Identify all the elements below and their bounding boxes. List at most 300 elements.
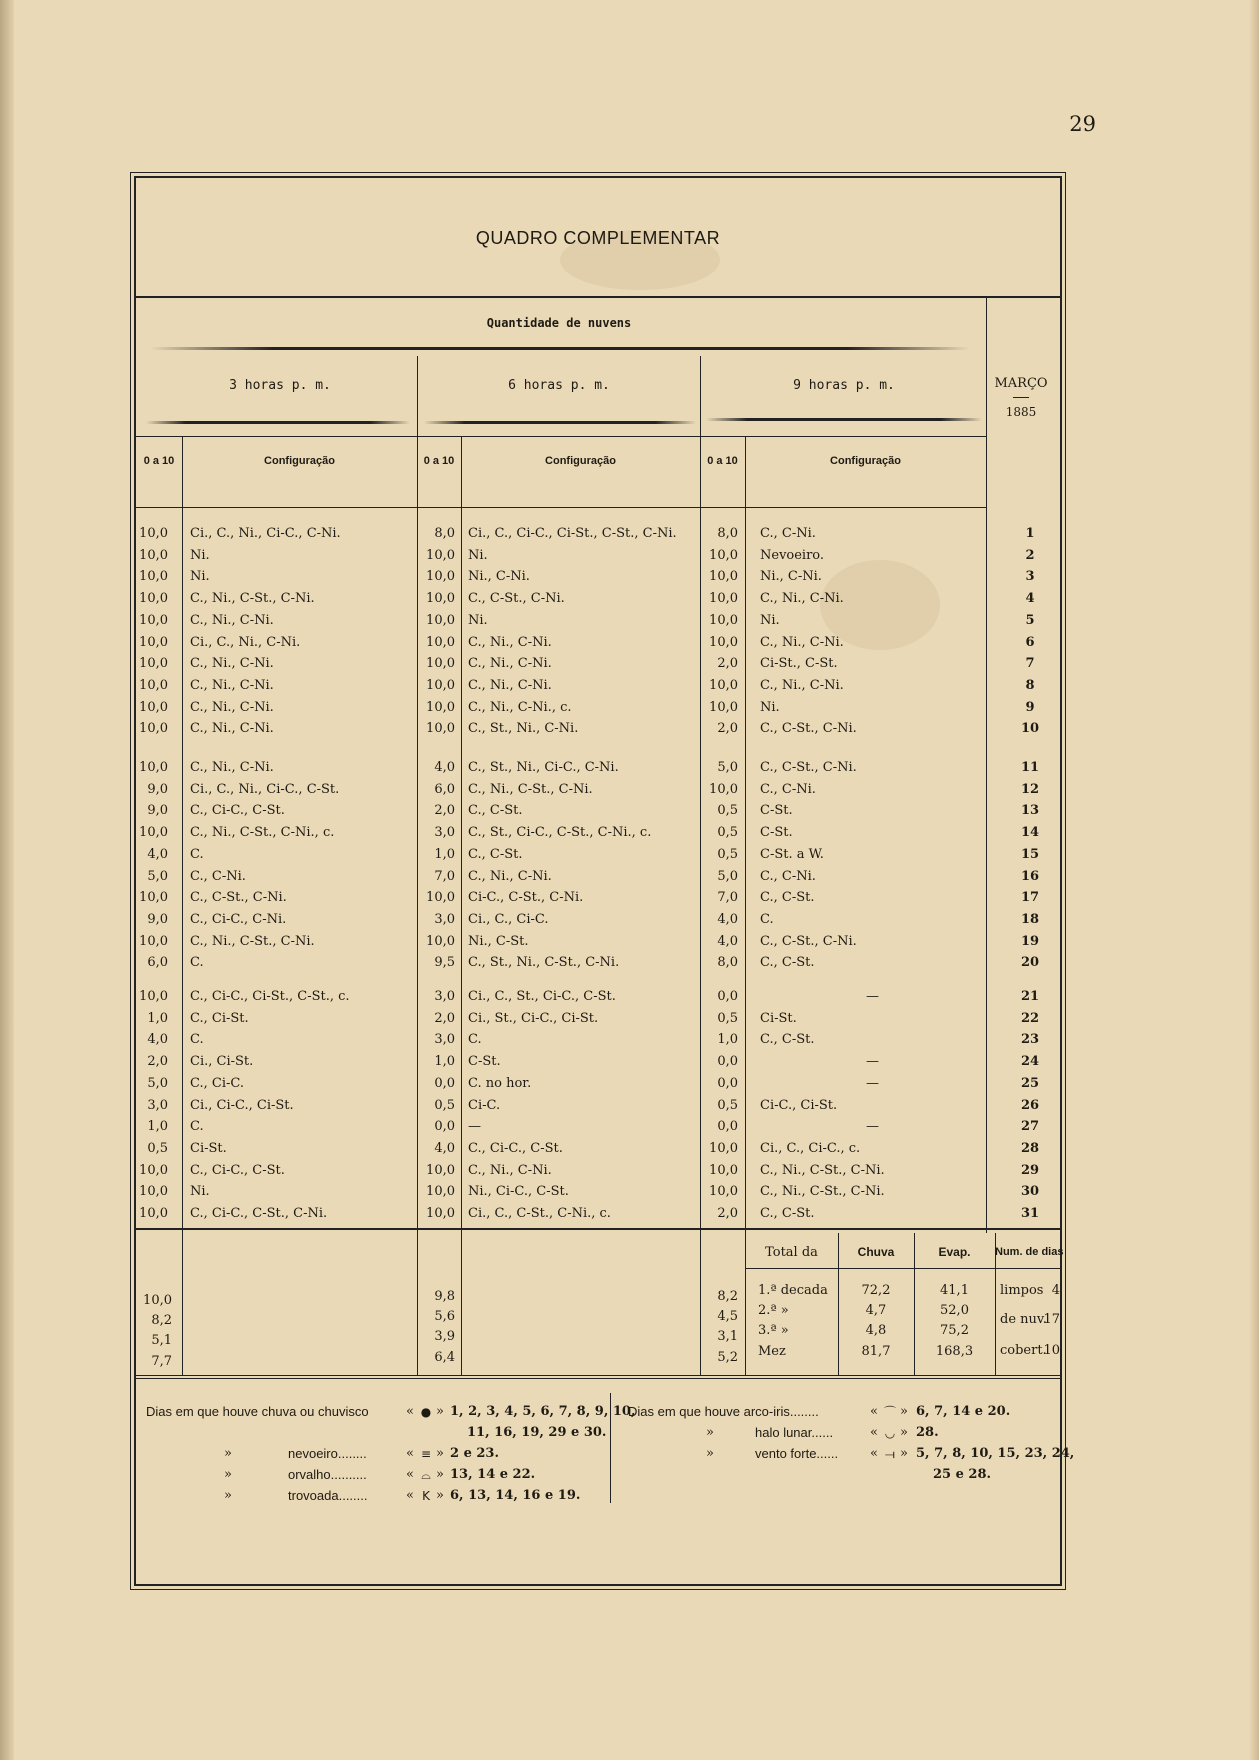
cloud-amount-3pm: 10,0 [139, 890, 168, 906]
mean-cloud-amount: 4,5 [717, 1309, 738, 1324]
cloud-config-6pm: C., Ni., C-Ni. [468, 677, 552, 693]
cloud-config-3pm: C., Ni., C-Ni. [190, 760, 274, 775]
cloud-config-3pm: C., Ni., C-St., C-Ni., c. [190, 825, 335, 841]
note-days-continued: 11, 16, 19, 29 e 30. [467, 1425, 607, 1440]
day-count-label: cobert. [1000, 1343, 1047, 1358]
cloud-config-3pm: Ni. [190, 1184, 210, 1200]
total-rain-value: 4,7 [865, 1303, 887, 1318]
day-number: 22 [1020, 1010, 1040, 1026]
hour-3pm-header: 3 horas p. m. [229, 378, 331, 393]
cloud-amount-6pm: 4,0 [434, 1140, 455, 1156]
cloud-amount-9pm: 0,0 [717, 1075, 738, 1091]
cloud-config-3pm: C., Ni., C-Ni. [190, 656, 274, 672]
note-quote-close: » [436, 1488, 444, 1503]
weather-symbol-icon: K [422, 1489, 430, 1503]
note-days: 1, 2, 3, 4, 5, 6, 7, 8, 9, 10, [450, 1404, 636, 1419]
day-count-value: 4 [1051, 1283, 1060, 1298]
cloud-config-3pm: C., Ni., C-St., C-Ni. [190, 591, 315, 607]
cloud-config-9pm: C., C-St. [760, 1206, 815, 1221]
cloud-config-6pm: C. no hor. [468, 1075, 532, 1091]
cloud-config-6pm: C., C-St. [468, 803, 523, 819]
day-number: 2 [1025, 547, 1035, 563]
cloud-amount-6pm: 8,0 [434, 526, 455, 541]
cloud-config-9pm: C. [760, 911, 774, 927]
day-number: 31 [1020, 1206, 1040, 1221]
cloud-config-9pm: C-St. a W. [760, 846, 824, 862]
note-quote-open: « [870, 1425, 878, 1440]
cloud-config-9pm: Ni. [760, 699, 780, 715]
cloud-amount-9pm: 0,0 [717, 1119, 738, 1135]
scale-header-3pm: 0 a 10 [143, 455, 175, 467]
note-quote-close: » [436, 1404, 444, 1419]
cloud-config-6pm: C., Ci-C., C-St. [468, 1140, 563, 1156]
day-number: 10 [1020, 721, 1040, 737]
totals-divider [182, 1233, 183, 1375]
cloud-amount-6pm: 10,0 [426, 721, 455, 737]
cloud-config-6pm: Ci., C., Ci-C. [468, 911, 549, 927]
cloud-amount-3pm: 10,0 [139, 634, 168, 650]
cloud-config-6pm: C-St. [468, 1054, 501, 1070]
cloud-amount-6pm: 2,0 [434, 803, 455, 819]
day-number: 1 [1025, 526, 1035, 541]
cloud-config-9pm: — [866, 989, 879, 1004]
day-number: 23 [1020, 1032, 1040, 1048]
cloud-config-9pm: C., C-Ni. [760, 781, 816, 797]
month-label: MARÇO [994, 376, 1048, 391]
note-days: 13, 14 e 22. [450, 1467, 536, 1482]
cloud-amount-6pm: 10,0 [426, 699, 455, 715]
total-period-label: 1.ª decada [758, 1283, 828, 1298]
total-period-label: 3.ª » [758, 1323, 789, 1338]
note-quote-open: « [406, 1404, 414, 1419]
note-label: orvalho.......... [288, 1467, 367, 1482]
cloud-amount-3pm: 6,0 [147, 955, 168, 971]
page-right-edge [1249, 0, 1259, 1760]
cloud-amount-9pm: 0,5 [717, 1010, 738, 1026]
config-header-3pm: Configuração [264, 455, 335, 467]
cloud-amount-6pm: 10,0 [426, 591, 455, 607]
cloud-config-6pm: Ci., C., St., Ci-C., C-St. [468, 989, 616, 1004]
day-number: 24 [1020, 1054, 1040, 1070]
cloud-config-9pm: C., C-St., C-Ni. [760, 933, 857, 949]
cloud-config-6pm: C., St., Ni., C-St., C-Ni. [468, 955, 620, 971]
cloud-config-3pm: Ci-St. [190, 1140, 227, 1156]
cloud-config-6pm: — [468, 1119, 481, 1135]
ditto-mark: » [224, 1488, 232, 1503]
mean-cloud-amount: 10,0 [143, 1293, 172, 1308]
day-count-value: 17 [1043, 1312, 1060, 1327]
cloud-config-6pm: C., Ni., C-Ni. [468, 1162, 552, 1178]
cloud-amount-9pm: 10,0 [709, 781, 738, 797]
ditto-mark: » [224, 1467, 232, 1482]
cloud-amount-3pm: 9,0 [147, 781, 168, 797]
day-number: 3 [1025, 569, 1035, 585]
cloud-config-9pm: — [866, 1119, 879, 1135]
note-days: 6, 13, 14, 16 e 19. [450, 1488, 581, 1503]
cloud-config-6pm: Ci., C., Ci-C., Ci-St., C-St., C-Ni. [468, 526, 677, 541]
day-number: 14 [1020, 825, 1040, 841]
note-quote-open: « [406, 1446, 414, 1461]
totals-divider [461, 1233, 462, 1375]
cloud-amount-9pm: 0,5 [717, 846, 738, 862]
cloud-amount-3pm: 10,0 [139, 526, 168, 541]
totals-header-total: Total da [765, 1245, 818, 1260]
cloud-amount-3pm: 5,0 [147, 868, 168, 884]
note-days: 6, 7, 14 e 20. [916, 1404, 1011, 1419]
mean-cloud-amount: 6,4 [434, 1350, 455, 1365]
cloud-amount-3pm: 10,0 [139, 1184, 168, 1200]
subheader-top-rule [136, 436, 986, 437]
cloud-config-3pm: Ci., Ci-St. [190, 1054, 254, 1070]
cloud-config-6pm: C., Ni., C-Ni. [468, 634, 552, 650]
note-days: 2 e 23. [450, 1446, 499, 1461]
cloud-config-6pm: Ci-C. [468, 1097, 501, 1113]
cloud-config-9pm: C., Ni., C-St., C-Ni. [760, 1184, 885, 1200]
cloud-config-3pm: C. [190, 955, 204, 971]
total-rain-value: 72,2 [861, 1283, 891, 1298]
title-divider [134, 296, 1062, 298]
cloud-amount-3pm: 4,0 [147, 1032, 168, 1048]
cloud-amount-6pm: 10,0 [426, 634, 455, 650]
cloud-amount-9pm: 1,0 [717, 1032, 738, 1048]
note-quote-close: » [436, 1467, 444, 1482]
cloud-config-9pm: Ci., C., Ci-C., c. [760, 1140, 861, 1156]
weather-symbol-icon: ≡ [420, 1447, 432, 1461]
cloud-amount-3pm: 10,0 [139, 989, 168, 1004]
day-count-label: limpos [1000, 1283, 1044, 1298]
cloud-config-6pm: C., C-St. [468, 846, 523, 862]
day-number: 13 [1020, 803, 1040, 819]
cloud-config-9pm: Ci-St. [760, 1010, 797, 1026]
mean-cloud-amount: 3,1 [717, 1329, 738, 1344]
cloud-amount-9pm: 7,0 [717, 890, 738, 906]
mean-cloud-amount: 5,6 [434, 1309, 455, 1324]
mean-cloud-amount: 5,2 [717, 1350, 738, 1365]
cloud-config-9pm: C., C-St., C-Ni. [760, 721, 857, 737]
cloud-config-3pm: C., Ni., C-Ni. [190, 677, 274, 693]
page-number: 29 [1069, 112, 1096, 136]
total-rain-value: 4,8 [865, 1323, 887, 1338]
day-number: 21 [1020, 989, 1040, 1004]
weather-symbol-icon: ⌓ [421, 1468, 431, 1482]
total-evap-value: 168,3 [935, 1344, 974, 1359]
cloud-config-6pm: C., C-St., C-Ni. [468, 591, 565, 607]
cloud-amount-3pm: 2,0 [147, 1054, 168, 1070]
note-label: trovoada........ [288, 1488, 368, 1503]
mean-cloud-amount: 5,1 [151, 1333, 172, 1348]
mean-cloud-amount: 8,2 [151, 1313, 172, 1328]
cloud-config-3pm: C., Ni., C-Ni. [190, 612, 274, 628]
year-label: 1885 [1005, 405, 1037, 419]
cloud-amount-6pm: 4,0 [434, 760, 455, 775]
mean-cloud-amount: 7,7 [151, 1354, 172, 1369]
cloud-amount-6pm: 7,0 [434, 868, 455, 884]
cloud-amount-3pm: 3,0 [147, 1097, 168, 1113]
cloud-amount-6pm: 10,0 [426, 569, 455, 585]
cloud-amount-6pm: 0,0 [434, 1075, 455, 1091]
total-rain-value: 81,7 [861, 1344, 891, 1359]
day-number: 7 [1025, 656, 1035, 672]
day-number: 9 [1025, 699, 1035, 715]
cloud-config-3pm: C., Ci-C., Ci-St., C-St., c. [190, 989, 350, 1004]
cloud-amount-6pm: 10,0 [426, 1162, 455, 1178]
cloud-config-3pm: C., C-Ni. [190, 868, 246, 884]
cloud-config-6pm: C. [468, 1032, 482, 1048]
cloud-amount-9pm: 0,5 [717, 825, 738, 841]
totals-header-evap: Evap. [938, 1245, 971, 1259]
cloud-config-6pm: Ci., C., C-St., C-Ni., c. [468, 1206, 611, 1221]
cloud-amount-6pm: 6,0 [434, 781, 455, 797]
scale-column-divider [745, 436, 746, 1233]
total-period-label: 2.ª » [758, 1303, 789, 1318]
note-quote-close: » [900, 1446, 908, 1461]
cloud-config-9pm: C-St. [760, 803, 793, 819]
mean-cloud-amount: 3,9 [434, 1329, 455, 1344]
cloud-amount-9pm: 10,0 [709, 699, 738, 715]
cloud-amount-9pm: 5,0 [717, 868, 738, 884]
cloud-amount-6pm: 0,0 [434, 1119, 455, 1135]
cloud-config-9pm: C., C-Ni. [760, 868, 816, 884]
cloud-config-3pm: C., Ci-C., C-Ni. [190, 911, 287, 927]
hour-9pm-rule [706, 418, 982, 421]
cloud-amount-6pm: 1,0 [434, 1054, 455, 1070]
cloud-config-3pm: Ci., Ci-C., Ci-St. [190, 1097, 294, 1113]
day-count-value: 10 [1043, 1343, 1060, 1358]
cloud-amount-9pm: 0,5 [717, 1097, 738, 1113]
day-number: 20 [1020, 955, 1040, 971]
mean-cloud-amount: 8,2 [717, 1289, 738, 1304]
totals-bottom-rule-double [136, 1378, 1062, 1379]
note-label: Dias em que houve arco-iris........ [628, 1404, 819, 1419]
cloud-amount-3pm: 10,0 [139, 612, 168, 628]
cloud-amount-3pm: 10,0 [139, 933, 168, 949]
weather-symbol-icon: ⟞ [885, 1447, 895, 1461]
cloud-config-9pm: C., Ni., C-St., C-Ni. [760, 1162, 885, 1178]
total-period-label: Mez [758, 1344, 786, 1359]
cloud-amount-6pm: 10,0 [426, 1184, 455, 1200]
mean-cloud-amount: 9,8 [434, 1289, 455, 1304]
cloud-amount-9pm: 8,0 [717, 955, 738, 971]
month-dash [1013, 397, 1029, 398]
cloud-amount-9pm: 4,0 [717, 911, 738, 927]
cloud-amount-3pm: 0,5 [147, 1140, 168, 1156]
cloud-amount-9pm: 0,5 [717, 803, 738, 819]
page-binding-edge [0, 0, 14, 1760]
cloud-config-6pm: C., Ni., C-Ni., c. [468, 699, 572, 715]
day-number: 6 [1025, 634, 1035, 650]
hour-6pm-header: 6 horas p. m. [508, 378, 610, 393]
cloud-config-9pm: C., Ni., C-Ni. [760, 677, 844, 693]
day-number: 8 [1025, 677, 1035, 693]
cloud-config-9pm: Ci-C., Ci-St. [760, 1097, 838, 1113]
day-column-divider [986, 298, 987, 1233]
note-days: 5, 7, 8, 10, 15, 23, 24, [916, 1446, 1075, 1461]
cloud-amount-3pm: 5,0 [147, 1075, 168, 1091]
cloud-config-3pm: C. [190, 1032, 204, 1048]
cloud-amount-6pm: 10,0 [426, 656, 455, 672]
cloud-config-3pm: Ni. [190, 569, 210, 585]
cloud-config-6pm: C., Ni., C-St., C-Ni. [468, 781, 593, 797]
cloud-amount-6pm: 3,0 [434, 825, 455, 841]
cloud-amount-6pm: 1,0 [434, 846, 455, 862]
cloud-config-9pm: — [866, 1075, 879, 1091]
day-number: 16 [1020, 868, 1040, 884]
note-quote-close: » [900, 1404, 908, 1419]
scale-column-divider [182, 436, 183, 1233]
cloud-amount-3pm: 10,0 [139, 760, 168, 775]
day-number: 29 [1020, 1162, 1040, 1178]
cloud-config-6pm: C., St., Ni., Ci-C., C-Ni. [468, 760, 619, 775]
cloud-config-9pm: C., C-Ni. [760, 526, 816, 541]
cloud-config-9pm: C., C-St. [760, 955, 815, 971]
subheader-bottom-rule [136, 507, 986, 508]
note-quote-open: « [406, 1488, 414, 1503]
cloud-amount-9pm: 4,0 [717, 933, 738, 949]
day-number: 26 [1020, 1097, 1040, 1113]
cloud-amount-6pm: 3,0 [434, 911, 455, 927]
cloud-amount-9pm: 5,0 [717, 760, 738, 775]
hour-9pm-header: 9 horas p. m. [793, 378, 895, 393]
day-number: 4 [1025, 591, 1035, 607]
cloud-amount-9pm: 2,0 [717, 721, 738, 737]
totals-bottom-rule [136, 1375, 1062, 1376]
cloud-amount-6pm: 10,0 [426, 547, 455, 563]
cloud-amount-3pm: 10,0 [139, 677, 168, 693]
day-count-label: de nuv. [1000, 1312, 1047, 1327]
hour-3pm-rule [146, 421, 410, 424]
note-days-continued: 25 e 28. [933, 1467, 992, 1482]
ditto-mark: » [706, 1425, 714, 1440]
cloud-config-6pm: C., Ni., C-Ni. [468, 868, 552, 884]
cloud-config-9pm: Ni. [760, 612, 780, 628]
cloud-amount-6pm: 0,5 [434, 1097, 455, 1113]
cloud-config-3pm: C. [190, 1119, 204, 1135]
cloud-amount-3pm: 10,0 [139, 591, 168, 607]
cloud-config-6pm: Ni., C-St. [468, 933, 529, 949]
cloud-amount-9pm: 10,0 [709, 547, 738, 563]
cloud-config-3pm: Ci., C., Ni., C-Ni. [190, 634, 301, 650]
cloud-amount-6pm: 10,0 [426, 612, 455, 628]
cloud-config-3pm: Ci., C., Ni., Ci-C., C-Ni. [190, 526, 341, 541]
cloud-config-9pm: Nevoeiro. [760, 547, 825, 563]
note-quote-open: « [406, 1467, 414, 1482]
day-number: 12 [1020, 781, 1040, 797]
cloud-config-3pm: Ni. [190, 547, 210, 563]
day-number: 30 [1020, 1184, 1040, 1200]
cloud-config-9pm: C-St. [760, 825, 793, 841]
cloud-config-3pm: C., Ni., C-Ni. [190, 699, 274, 715]
cloud-config-3pm: C. [190, 846, 204, 862]
cloud-amount-9pm: 2,0 [717, 1206, 738, 1221]
day-number: 15 [1020, 846, 1040, 862]
cloud-config-3pm: C., Ci-C., C-St. [190, 803, 285, 819]
cloud-config-3pm: C., C-St., C-Ni. [190, 890, 287, 906]
cloud-config-9pm: Ci-St., C-St. [760, 656, 838, 672]
cloud-config-3pm: C., Ci-C. [190, 1075, 244, 1091]
cloud-config-9pm: Ni., C-Ni. [760, 569, 822, 585]
cloud-amount-3pm: 10,0 [139, 547, 168, 563]
cloud-config-9pm: — [866, 1054, 879, 1070]
cloud-config-6pm: C., St., Ni., C-Ni. [468, 721, 579, 737]
cloud-amount-3pm: 1,0 [147, 1010, 168, 1026]
cloud-config-6pm: Ni., Ci-C., C-St. [468, 1184, 569, 1200]
cloud-amount-9pm: 8,0 [717, 526, 738, 541]
cloud-amount-6pm: 3,0 [434, 1032, 455, 1048]
clouds-header-rule [150, 347, 970, 350]
day-number: 19 [1020, 933, 1040, 949]
cloud-amount-9pm: 10,0 [709, 591, 738, 607]
total-evap-value: 41,1 [940, 1283, 969, 1298]
day-number: 17 [1020, 890, 1040, 906]
cloud-amount-6pm: 2,0 [434, 1010, 455, 1026]
cloud-config-6pm: Ni. [468, 547, 488, 563]
note-quote-close: » [436, 1446, 444, 1461]
weather-symbol-icon: ● [420, 1405, 432, 1419]
cloud-config-6pm: C., Ni., C-Ni. [468, 656, 552, 672]
total-evap-value: 52,0 [940, 1303, 969, 1318]
cloud-config-3pm: C., Ni., C-Ni. [190, 721, 274, 737]
cloud-amount-9pm: 2,0 [717, 656, 738, 672]
cloud-amount-9pm: 10,0 [709, 1140, 738, 1156]
cloud-config-3pm: C., Ci-C., C-St. [190, 1162, 285, 1178]
note-label: vento forte...... [755, 1446, 839, 1461]
totals-header-rule [745, 1268, 1062, 1269]
day-number: 25 [1020, 1075, 1040, 1091]
note-days: 28. [916, 1425, 939, 1440]
scale-header-9pm: 0 a 10 [707, 455, 738, 467]
cloud-config-9pm: C., C-St., C-Ni. [760, 760, 857, 775]
cloud-config-6pm: Ci., St., Ci-C., Ci-St. [468, 1010, 599, 1026]
weather-symbol-icon: ⌒ [883, 1405, 896, 1419]
note-quote-open: « [870, 1446, 878, 1461]
note-quote-close: » [900, 1425, 908, 1440]
scale-header-6pm: 0 a 10 [423, 455, 455, 467]
table-title: QUADRO COMPLEMENTAR [475, 228, 721, 248]
total-evap-value: 75,2 [940, 1323, 969, 1338]
cloud-config-9pm: C., Ni., C-Ni. [760, 591, 844, 607]
cloud-config-6pm: Ni. [468, 612, 488, 628]
note-label: halo lunar...... [755, 1425, 834, 1440]
cloud-amount-6pm: 10,0 [426, 933, 455, 949]
cloud-amount-9pm: 10,0 [709, 569, 738, 585]
cloud-amount-9pm: 10,0 [709, 634, 738, 650]
cloud-amount-3pm: 10,0 [139, 569, 168, 585]
cloud-amount-6pm: 10,0 [426, 677, 455, 693]
cloud-amount-3pm: 10,0 [139, 1206, 168, 1221]
note-label: nevoeiro........ [288, 1446, 367, 1461]
cloud-amount-3pm: 10,0 [139, 825, 168, 841]
cloud-amount-6pm: 3,0 [434, 989, 455, 1004]
config-header-6pm: Configuração [545, 455, 616, 467]
cloud-amount-9pm: 0,0 [717, 1054, 738, 1070]
day-number: 5 [1025, 612, 1035, 628]
totals-header-days: Num. de dias [995, 1246, 1064, 1258]
hour-6pm-rule [424, 421, 696, 424]
cloud-config-3pm: C., Ci-St. [190, 1010, 249, 1026]
cloud-config-6pm: Ni., C-Ni. [468, 569, 530, 585]
cloud-config-6pm: C., St., Ci-C., C-St., C-Ni., c. [468, 825, 652, 841]
ditto-mark: » [706, 1446, 714, 1461]
weather-symbol-icon: ◡ [884, 1426, 896, 1440]
totals-header-rain: Chuva [857, 1245, 895, 1259]
scale-column-divider [461, 436, 462, 1233]
note-quote-open: « [870, 1404, 878, 1419]
cloud-amount-9pm: 10,0 [709, 1162, 738, 1178]
cloud-amount-9pm: 10,0 [709, 612, 738, 628]
cloud-amount-9pm: 0,0 [717, 989, 738, 1004]
cloud-config-3pm: C., Ni., C-St., C-Ni. [190, 933, 315, 949]
note-label: Dias em que houve chuva ou chuvisco [146, 1404, 369, 1419]
